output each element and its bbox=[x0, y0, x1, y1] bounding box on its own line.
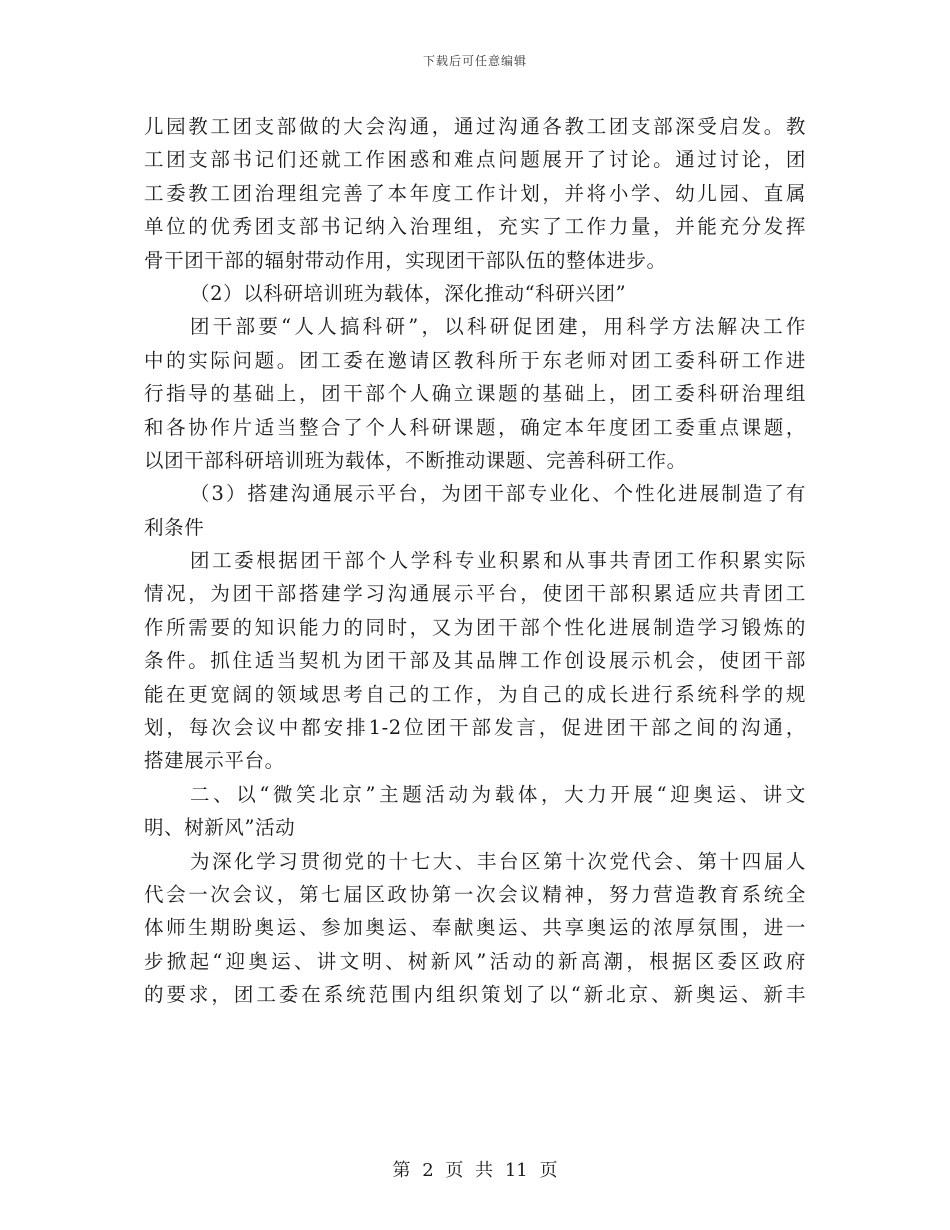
page-number-footer: 第 2 页 共 11 页 bbox=[392, 1160, 558, 1181]
paragraph-line: （2）以科研培训班为载体，深化推动“科研兴团” bbox=[190, 281, 627, 305]
paragraph-line: 作所需要的知识能力的同时，又为团干部个性化进展制造学习锻炼的 bbox=[144, 615, 806, 639]
paragraph-line: 情况，为团干部搭建学习沟通展示平台，使团干部积累适应共青团工 bbox=[144, 582, 806, 606]
paragraph-line: 工委教工团治理组完善了本年度工作计划，并将小学、幼儿园、直属 bbox=[144, 181, 806, 205]
paragraph-line: 划，每次会议中都安排1-2位团干部发言，促进团干部之间的沟通， bbox=[144, 716, 806, 740]
paragraph-line: 明、树新风”活动 bbox=[144, 816, 296, 840]
page-header-note: 下载后可任意编辑 bbox=[422, 54, 527, 68]
paragraph-line: 二、以“微笑北京”主题活动为载体，大力开展“迎奥运、讲文 bbox=[190, 782, 806, 806]
paragraph-line: 步掀起“迎奥运、讲文明、树新风”活动的新高潮，根据区委区政府 bbox=[144, 949, 806, 973]
paragraph-line: 利条件 bbox=[144, 515, 205, 539]
paragraph-line: 中的实际问题。团工委在邀请区教科所于东老师对团工委科研工作进 bbox=[144, 348, 806, 372]
paragraph-line: 和各协作片适当整合了个人科研课题，确定本年度团工委重点课题， bbox=[144, 415, 806, 439]
paragraph-line: （3）搭建沟通展示平台，为团干部专业化、个性化进展制造了有 bbox=[190, 482, 806, 506]
paragraph-line: 搭建展示平台。 bbox=[144, 749, 285, 773]
paragraph-line: 代会一次会议，第七届区政协第一次会议精神，努力营造教育系统全 bbox=[144, 882, 806, 906]
paragraph-line: 为深化学习贯彻党的十七大、丰台区第十次党代会、第十四届人 bbox=[190, 849, 806, 873]
paragraph-line: 能在更宽阔的领域思考自己的工作，为自己的成长进行系统科学的规 bbox=[144, 682, 806, 706]
paragraph-line: 儿园教工团支部做的大会沟通，通过沟通各教工团支部深受启发。教 bbox=[144, 115, 806, 138]
paragraph-line: 以团干部科研培训班为载体，不断推动课题、完善科研工作。 bbox=[144, 448, 687, 472]
paragraph-line: 体师生期盼奥运、参加奥运、奉献奥运、共享奥运的浓厚氛围，进一 bbox=[144, 916, 806, 940]
paragraph-line: 行指导的基础上，团干部个人确立课题的基础上，团工委科研治理组 bbox=[144, 382, 806, 406]
paragraph-line: 团干部要“人人搞科研”，以科研促团建，用科学方法解决工作 bbox=[190, 315, 806, 339]
paragraph-line: 条件。抓住适当契机为团干部及其品牌工作创设展示机会，使团干部 bbox=[144, 649, 806, 673]
document-body bbox=[144, 110, 806, 1012]
paragraph-line: 工团支部书记们还就工作困惑和难点问题展开了讨论。通过讨论，团 bbox=[144, 148, 806, 172]
paragraph-line: 单位的优秀团支部书记纳入治理组，充实了工作力量，并能充分发挥 bbox=[144, 215, 806, 239]
paragraph-line: 的要求，团工委在系统范围内组织策划了以“新北京、新奥运、新丰 bbox=[144, 983, 806, 1007]
paragraph-line: 骨干团干部的辐射带动作用，实现团干部队伍的整体进步。 bbox=[144, 248, 667, 272]
paragraph-line: 团工委根据团干部个人学科专业积累和从事共青团工作积累实际 bbox=[190, 549, 806, 573]
